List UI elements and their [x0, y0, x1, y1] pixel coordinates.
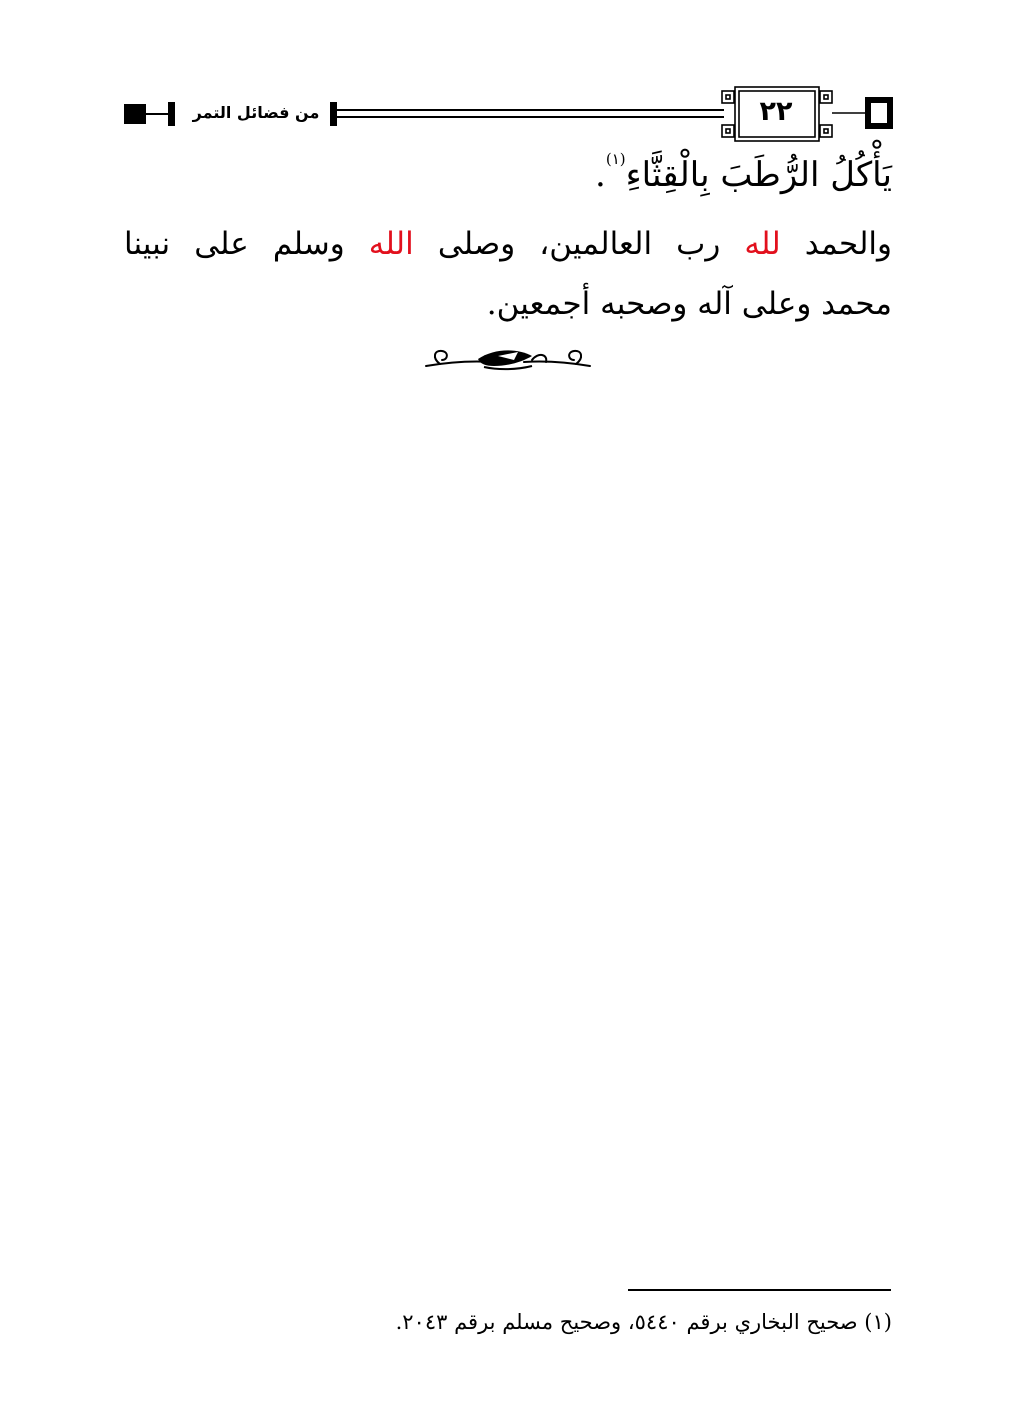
page-number: ٢٢ [759, 96, 793, 127]
hadith-line [595, 146, 892, 204]
closing-text-3: وسلم على نبينا [124, 226, 369, 262]
closing-text-1: والحمد [780, 226, 893, 262]
closing-text-2: رب العالمين، وصلى [413, 226, 745, 262]
footnote-separator [628, 1289, 891, 1291]
closing-line-2: محمد وعلى آله وصحبه أجمعين. [486, 286, 892, 322]
running-book-title: من فضائل التمر [186, 98, 326, 128]
closing-line-1 [124, 216, 892, 272]
footnote-reference: (١) [605, 150, 626, 168]
hadith-period: . [595, 155, 606, 195]
hadith-text: يَأْكُلُ الرُّطَبَ بِالْقِثَّاءِ [625, 155, 892, 195]
divine-name-allah: الله [368, 226, 414, 262]
divine-name-lillah: لله [744, 226, 781, 262]
divider-flourish-icon [422, 340, 594, 380]
footnote-1: (١) صحيح البخاري برقم ٥٤٤٠، وصحيح مسلم برقم ٢٠٤٣. [395, 1310, 892, 1334]
